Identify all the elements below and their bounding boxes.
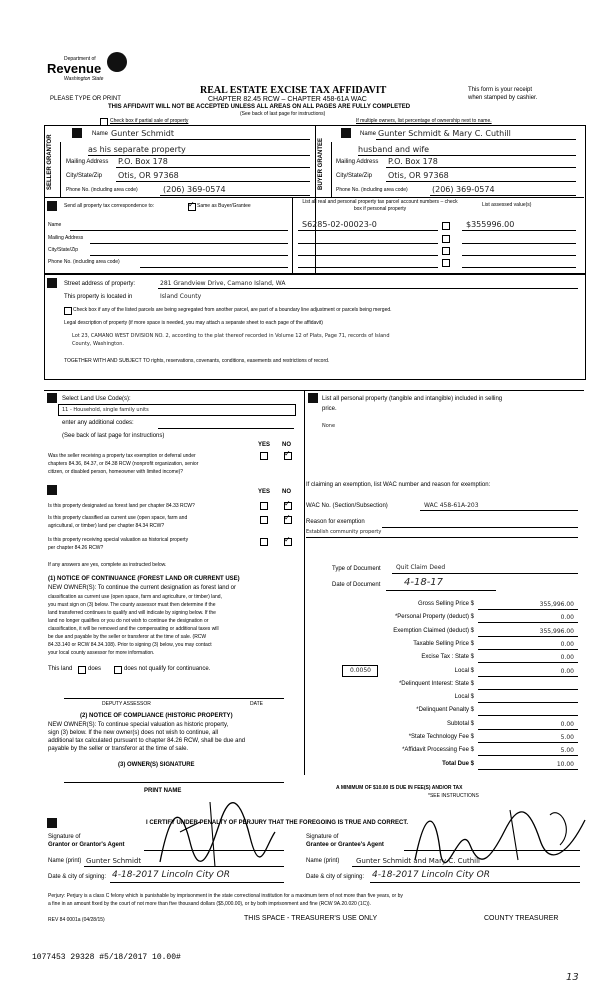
form-chapter: CHAPTER 82.45 RCW – CHAPTER 458-61A WAC [208, 96, 367, 103]
buyer-mailing[interactable]: P.O. Box 178 [388, 157, 438, 166]
seller-name[interactable]: Gunter Schmidt [111, 129, 175, 138]
calc-label: *Affidavit Processing Fee $ [402, 747, 474, 753]
q1-no-checkbox[interactable] [284, 452, 292, 460]
legal-desc-1[interactable]: Lot 23, CAMANO WEST DIVISION NO. 2, according to the plat thereof recorded in Volume 12 of Plats, Page 71, records of Island [72, 333, 390, 339]
calc-value[interactable]: 0.00 [560, 668, 574, 675]
calc-underline [478, 769, 578, 770]
grantor-name-label: Name (print) [48, 858, 82, 864]
land-does-not-text: does not qualify for continuance. [124, 666, 211, 672]
calc-label: Local $ [454, 668, 474, 674]
calc-underline [478, 649, 578, 650]
section-8-marker [47, 818, 57, 828]
located-label: This property is located in [64, 294, 133, 300]
section-6-marker [47, 485, 57, 495]
assessed-value[interactable]: $355996.00 [466, 220, 515, 229]
calc-value[interactable]: 0.00 [560, 614, 574, 621]
grantor-sig-label2: Grantor or Grantor's Agent [48, 842, 125, 848]
notice2-line3: additional tax calculated pursuant to chapter 84.26 RCW, shall be due and [48, 738, 246, 744]
buyer-name-label: Name [360, 131, 377, 137]
seller-phone[interactable]: (206) 369-0574 [163, 185, 226, 194]
form-warning: THIS AFFIDAVIT WILL NOT BE ACCEPTED UNLESS ALL AREAS ON ALL PAGES ARE FULLY COMPLETED [108, 104, 411, 110]
dept-line3: Washington State [64, 76, 104, 82]
calc-underline [478, 702, 578, 703]
seller-mailing[interactable]: P.O. Box 178 [118, 157, 168, 166]
calc-underline [478, 715, 578, 716]
corr-city-label: City/State/Zip [48, 247, 79, 253]
additional-codes-label: enter any additional codes: [62, 420, 134, 426]
notice1-line6: classification, it will be removed and the compensating or additional taxes will [48, 626, 219, 632]
grantor-signature [150, 792, 280, 872]
segregated-checkbox[interactable] [64, 307, 72, 315]
calc-value[interactable]: 0.00 [560, 721, 574, 728]
please-type: PLEASE TYPE OR PRINT [50, 96, 121, 102]
q1-line3: citizen, or disabled person, homeowner with limited income)? [48, 469, 184, 475]
legal-label: Legal description of property (if more space is needed, you may attach a separate sheet to each page of the affidavit) [64, 320, 323, 326]
calc-label: Total Due $ [442, 761, 474, 767]
calc-underline [478, 662, 578, 663]
dept-logo-text: Revenue [47, 61, 102, 76]
q2-yes-checkbox[interactable] [260, 502, 268, 510]
perjury-line1: Perjury: Perjury is a class C felony which is punishable by imprisonment in the state correctional institution for a maximum term of not more than five years, or by [48, 893, 403, 899]
no-header-1: NO [282, 442, 291, 448]
land-does-not-checkbox[interactable] [114, 666, 122, 674]
minimum-note: A MINIMUM OF $10.00 IS DUE IN FEE(S) AND/OR TAX [336, 785, 463, 791]
doc-type[interactable]: Quit Claim Deed [396, 564, 446, 571]
certify-text: I CERTIFY UNDER PENALTY OF PERJURY THAT THE FOREGOING IS TRUE AND CORRECT. [146, 820, 409, 826]
q1-line2: chapters 84.36, 84.37, or 84.38 RCW (nonprofit organization, senior [48, 461, 199, 467]
seller-mailing-label: Mailing Address [66, 159, 109, 165]
calc-underline [478, 755, 578, 756]
section-1-marker [72, 128, 82, 138]
notice2-line1: NEW OWNER(S): To continue special valuation as historic property, [48, 722, 229, 728]
personal-property-label: List all personal property (tangible and intangible) included in selling [322, 396, 503, 402]
perjury-line2: a fine in an amount fixed by the court of not more than five thousand dollars ($5,000.00), or by both imprisonment and fine (RCW 9A.20.020 (1C)). [48, 901, 371, 907]
section-4-marker [47, 278, 57, 288]
wac-claim-label: If claiming an exemption, list WAC number and reason for exemption: [306, 482, 491, 488]
calc-label: *Delinquent Interest: State $ [398, 681, 474, 687]
buyer-side-label: BUYER GRANTEE [318, 137, 324, 190]
calc-underline [478, 689, 578, 690]
buyer-mailing-label: Mailing Address [336, 159, 379, 165]
seller-city-label: City/State/Zip [66, 173, 103, 179]
calc-value[interactable]: 0.00 [560, 641, 574, 648]
calc-value[interactable]: 0.00 [560, 654, 574, 661]
land-does-checkbox[interactable] [78, 666, 86, 674]
same-as-buyer-checkbox[interactable] [188, 203, 196, 211]
parcel-header: List all real and personal property tax parcel account numbers – check box if personal property [302, 199, 458, 212]
dept-line1: Department of [64, 56, 96, 62]
assessed-value-header: List assessed value(s) [482, 202, 532, 208]
dept-logo-icon [107, 52, 127, 72]
calc-value[interactable]: 10.00 [556, 761, 574, 768]
receipt-note-2: when stamped by cashier. [468, 95, 538, 101]
calc-label: Excise Tax : State $ [421, 654, 474, 660]
buyer-city-label: City/State/Zip [336, 173, 373, 179]
q3-line2: agricultural, or timber) land per chapter 84.34 RCW? [48, 523, 165, 529]
grantee-date-label: Date & city of signing: [306, 874, 365, 880]
q1-line1: Was the seller receiving a property tax exemption or deferral under [48, 453, 196, 459]
land-does-label: This land [48, 666, 73, 672]
send-corr-label: Send all property tax correspondence to: [64, 203, 155, 209]
buyer-name[interactable]: Gunter Schmidt & Mary C. Cuthill [378, 129, 511, 138]
county[interactable]: Island County [160, 293, 202, 300]
doc-type-label: Type of Document [332, 566, 381, 572]
calc-underline [478, 609, 578, 610]
grantee-name[interactable]: Gunter Schmidt and Mary C. Cuthill [356, 857, 481, 865]
notice1-line1: NEW OWNER(S): To continue the current designation as forest land or [48, 585, 236, 591]
q2-text: Is this property designated as forest land per chapter 84.33 RCW? [48, 503, 195, 509]
local-rate[interactable]: 0.0050 [350, 667, 371, 674]
multiple-owners-note: If multiple owners, list percentage of ownership next to name. [356, 118, 492, 124]
wac-label: WAC No. (Section/Subsection) [306, 503, 388, 509]
page-mark: 13 [566, 972, 579, 983]
buyer-phone-label: Phone No. (including area code) [336, 187, 408, 193]
notice2-title: (2) NOTICE OF COMPLIANCE (HISTORIC PROPERTY) [80, 713, 233, 719]
calc-label: Taxable Selling Price $ [413, 641, 474, 647]
notice1-line4: land transferred continues to qualify and will indicate by signing below. If the [48, 610, 216, 616]
q4-line1: Is this property receiving special valuation as historical property [48, 537, 189, 543]
parcel-personal-checkbox-1[interactable] [442, 222, 450, 230]
deputy-date-label: DATE [250, 701, 263, 707]
calc-label: Subtotal $ [446, 721, 474, 727]
parcel-personal-checkbox-3[interactable] [442, 247, 450, 255]
corr-phone-label: Phone No. (including area code) [48, 259, 120, 265]
seller-city[interactable]: Otis, OR 97368 [118, 171, 179, 180]
parcel-number[interactable]: S6285-02-00023-0 [302, 220, 377, 229]
section-5-marker [47, 393, 57, 403]
no-header-2: NO [282, 489, 291, 495]
seller-phone-label: Phone No. (including area code) [66, 187, 138, 193]
yes-header-2: YES [258, 489, 271, 495]
notice1-line9: your local county assessor for more information. [48, 650, 155, 656]
section-3-marker [47, 201, 57, 211]
buyer-city[interactable]: Otis, OR 97368 [388, 171, 449, 180]
calc-label: Local $ [454, 694, 474, 700]
seller-name-label: Name [92, 131, 109, 137]
recording-stamp: 1077453 29328 #5/18/2017 10.00# [32, 953, 181, 962]
buyer-phone[interactable]: (206) 369-0574 [432, 185, 495, 194]
section-2-marker [341, 128, 351, 138]
parcel-personal-checkbox-2[interactable] [442, 235, 450, 243]
grantee-sig-label2: Grantee or Grantee's Agent [306, 842, 384, 848]
q3-yes-checkbox[interactable] [260, 516, 268, 524]
calc-underline [478, 676, 578, 677]
q3-line1: Is this property classified as current use (open space, farm and [48, 515, 188, 521]
corr-name-label: Name [48, 222, 62, 228]
form-title: REAL ESTATE EXCISE TAX AFFIDAVIT [200, 85, 387, 96]
q1-yes-checkbox[interactable] [260, 452, 268, 460]
same-as-buyer-label: Same as Buyer/Grantee [197, 203, 251, 209]
notice1-title: (1) NOTICE OF CONTINUANCE (FOREST LAND OR CURRENT USE) [48, 576, 240, 582]
receipt-note-1: This form is your receipt [468, 87, 533, 93]
partial-sale-label: Check box if partial sale of property [110, 118, 189, 124]
land-does-text: does [88, 666, 102, 672]
q4-line2: per chapter 84.26 RCW? [48, 545, 104, 551]
calc-underline [478, 636, 578, 637]
grantee-date-city[interactable]: 4-18-2017 Lincoln City OR [372, 870, 491, 880]
calc-underline [478, 742, 578, 743]
q4-yes-checkbox[interactable] [260, 538, 268, 546]
calc-label: *State Technology Fee $ [408, 734, 474, 740]
land-use-label: Select Land Use Code(s): [62, 396, 131, 402]
see-back-note: (See back of last page for instructions) [240, 111, 326, 117]
reason-label: Reason for exemption [306, 519, 365, 525]
buyer-name2[interactable]: husband and wife [358, 145, 430, 154]
notice2-line2: sign (3) below. If the new owner(s) does not wish to continue, all [48, 730, 219, 736]
calc-value[interactable]: 355,996.00 [539, 601, 574, 608]
rev-number: REV 84 0001a (04/28/15) [48, 917, 105, 923]
grantee-name-label: Name (print) [306, 858, 340, 864]
notice1-line2: classification as current use (open space, farm and agriculture, or timber) land, [48, 594, 222, 600]
q4-no-checkbox[interactable] [284, 538, 292, 546]
doc-date-label: Date of Document [332, 582, 381, 588]
grantor-name[interactable]: Gunter Schmidt [86, 857, 142, 865]
notice1-line3: you must sign on (3) below. The county assessor must then determine if the [48, 602, 216, 608]
calc-label: *Delinquent Penalty $ [416, 707, 474, 713]
grantee-sig-label: Signature of [306, 834, 339, 840]
calc-label: Gross Selling Price $ [417, 601, 474, 607]
corr-mailing-label: Mailing Address [48, 235, 84, 241]
notice1-line5: land no longer qualifies or you do not wish to continue the designation or [48, 618, 209, 624]
notice2-line4: payable by the seller or transferor at the time of sale. [48, 746, 189, 752]
segregated-label: Check box if any of the listed parcels are being segregated from another parcel, are part of a boundary line adjustment or parcels being merged. [73, 307, 392, 313]
grantor-date-city[interactable]: 4-18-2017 Lincoln City OR [112, 870, 231, 880]
yes-header-1: YES [258, 442, 271, 448]
parcel-personal-checkbox-4[interactable] [442, 259, 450, 267]
calc-underline [478, 622, 578, 623]
county-treasurer: COUNTY TREASURER [484, 915, 559, 922]
notice1-line8: 84.33.140 or RCW 84.34.108). Prior to signing (3) below, you may contact [48, 642, 212, 648]
personal-property-value[interactable]: None [322, 423, 336, 429]
wac-number[interactable]: WAC 458-61A-203 [424, 502, 479, 509]
deputy-assessor-label: DEPUTY ASSESSOR [102, 701, 151, 707]
owner-signature-label: (3) OWNER(S) SIGNATURE [118, 762, 195, 768]
section-7-marker [308, 393, 318, 403]
land-use-code[interactable]: 11 - Household, single family units [62, 407, 149, 413]
calc-value[interactable]: 5.00 [560, 734, 574, 741]
calc-label: Exemption Claimed (deduct) $ [393, 628, 474, 634]
see-instructions: *SEE INSTRUCTIONS [428, 793, 479, 799]
print-name-label: PRINT NAME [144, 788, 182, 794]
q2-no-checkbox[interactable] [284, 502, 292, 510]
calc-value[interactable]: 355,996.00 [539, 628, 574, 635]
exemption-reason[interactable]: Establish community property [306, 529, 382, 535]
street-address[interactable]: 281 Grandview Drive, Camano Island, WA [160, 280, 286, 287]
any-yes-note: If any answers are yes, complete as instructed below. [48, 562, 167, 568]
doc-date[interactable]: 4-18-17 [404, 577, 444, 588]
calc-underline [478, 729, 578, 730]
calc-label: *Personal Property (deduct) $ [394, 614, 474, 620]
notice1-line7: be due and payable by the seller or transferor at the time of sale. (RCW [48, 634, 207, 640]
calc-value[interactable]: 5.00 [560, 747, 574, 754]
treasurer-use: THIS SPACE - TREASURER'S USE ONLY [244, 915, 378, 922]
seller-side-label: SELLER GRANTOR [47, 134, 53, 190]
land-use-see-back: (See back of last page for instructions) [62, 433, 165, 439]
street-label: Street address of property: [64, 281, 136, 287]
grantor-date-label: Date & city of signing: [48, 874, 107, 880]
grantor-sig-label: Signature of [48, 834, 81, 840]
seller-name2[interactable]: as his separate property [88, 145, 186, 154]
q3-no-checkbox[interactable] [284, 516, 292, 524]
together-text: TOGETHER WITH AND SUBJECT TO rights, reservations, covenants, conditions, easements and restrictions of record. [64, 358, 330, 364]
personal-property-label2: price. [322, 406, 337, 412]
legal-desc-2[interactable]: County, Washington. [72, 341, 124, 347]
